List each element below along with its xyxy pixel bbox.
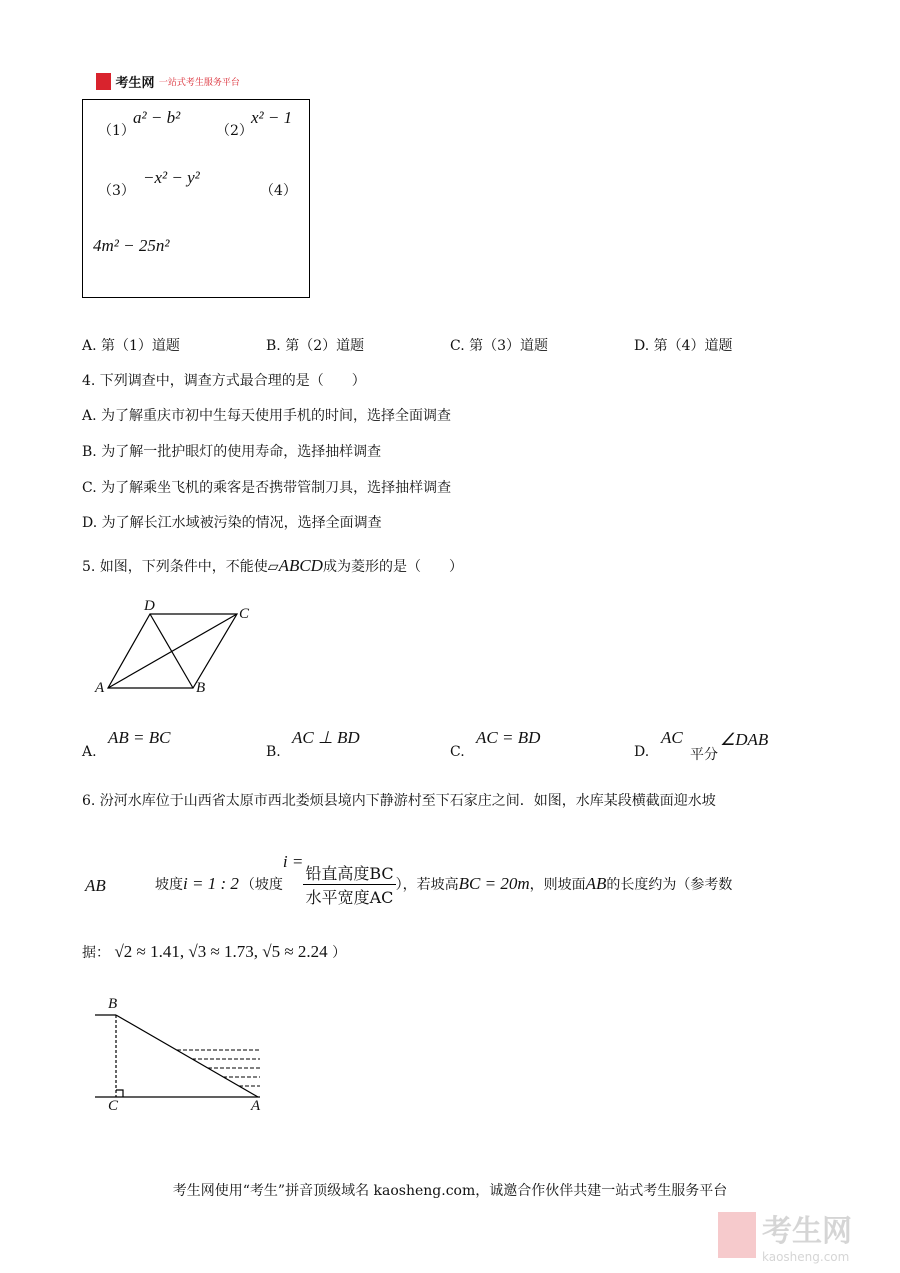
- option-expr: AC = BD: [476, 728, 541, 747]
- option-b[interactable]: B. 为了解一批护眼灯的使用寿命，选择抽样调查: [82, 444, 382, 460]
- item-expr: a² − b²: [133, 108, 181, 127]
- option-expr: AC: [661, 728, 683, 747]
- label-c: C: [108, 1098, 119, 1114]
- q6-line3: 据： √2 ≈ 1.41, √3 ≈ 1.73, √5 ≈ 2.24 ）: [82, 942, 347, 961]
- label-a: A: [251, 1098, 261, 1114]
- logo-icon: [718, 1212, 756, 1258]
- item-label: （1）: [98, 123, 135, 139]
- item-expr: −x² − y²: [143, 168, 200, 187]
- item-label: （3）: [98, 183, 135, 199]
- parallelogram-figure: [108, 614, 237, 688]
- option-d[interactable]: D.: [634, 744, 650, 760]
- option-a[interactable]: A. 第（1）道题: [82, 338, 180, 354]
- label-a: A: [95, 680, 105, 696]
- option-expr: ∠DAB: [720, 730, 769, 749]
- diagonal-ac: [108, 614, 237, 688]
- option-a[interactable]: A. 为了解重庆市初中生每天使用手机的时间，选择全面调查: [82, 408, 452, 424]
- label-b: B: [108, 996, 118, 1012]
- slope-ab: [116, 1015, 258, 1097]
- item-expr: x² − 1: [251, 108, 293, 127]
- item-label: （2）: [216, 123, 253, 139]
- q6-line1: 6. 汾河水库位于山西省太原市西北娄烦县境内下静游村至下石家庄之间．如图，水库某段横截面迎水坡: [82, 793, 716, 809]
- item-label: （4）: [260, 183, 297, 199]
- right-angle-mark: [116, 1090, 123, 1097]
- q6-line2: 坡度 i = 1 : 2 （坡度 i = $\frac{\text{铅直高度BC}}{\text{水平宽度AC}}$ ），若坡高 BC = 20m ，则坡面 AB 的长度约为（参考数: [155, 852, 733, 907]
- option-d[interactable]: D. 第（4）道题: [634, 338, 733, 354]
- option-d[interactable]: D. 为了解长江水域被污染的情况，选择全面调查: [82, 515, 382, 531]
- q4-stem: 4. 下列调查中，调查方式最合理的是（ ）: [82, 373, 366, 389]
- option-b[interactable]: B. 第（2）道题: [266, 338, 365, 354]
- slope-figure: [95, 1015, 260, 1097]
- label-c: C: [239, 606, 250, 622]
- water-lines: [177, 1050, 260, 1086]
- label-d: D: [144, 598, 155, 614]
- diagonal-bd: [150, 614, 193, 688]
- option-a[interactable]: A.: [82, 744, 97, 760]
- footer-text: 考生网使用“考生”拼音顶级域名 kaosheng.com，诚邀合作伙伴共建一站式考生服务平台: [172, 1183, 728, 1199]
- item-expr: 4m² − 25n²: [93, 236, 170, 255]
- header-logo: 考生网 一站式考生服务平台: [96, 72, 240, 91]
- option-expr: AB = BC: [108, 728, 171, 747]
- slope-fraction: $\frac{\text{铅直高度BC}}{\text{水平宽度AC}}$: [303, 861, 395, 908]
- option-b[interactable]: B.: [266, 744, 281, 760]
- option-expr: AC ⊥ BD: [292, 728, 360, 747]
- option-c[interactable]: C. 第（3）道题: [450, 338, 549, 354]
- q5-stem: 5. 如图，下列条件中，不能使▱ABCD成为菱形的是（ ）: [82, 556, 463, 575]
- option-c[interactable]: C. 为了解乘坐飞机的乘客是否携带管制刀具，选择抽样调查: [82, 480, 452, 496]
- option-suffix: 平分: [690, 747, 718, 763]
- watermark-logo: 考生网 kaosheng.com: [718, 1206, 852, 1264]
- label-b: B: [196, 680, 206, 696]
- q6-ab: AB: [85, 876, 106, 895]
- option-c[interactable]: C.: [450, 744, 465, 760]
